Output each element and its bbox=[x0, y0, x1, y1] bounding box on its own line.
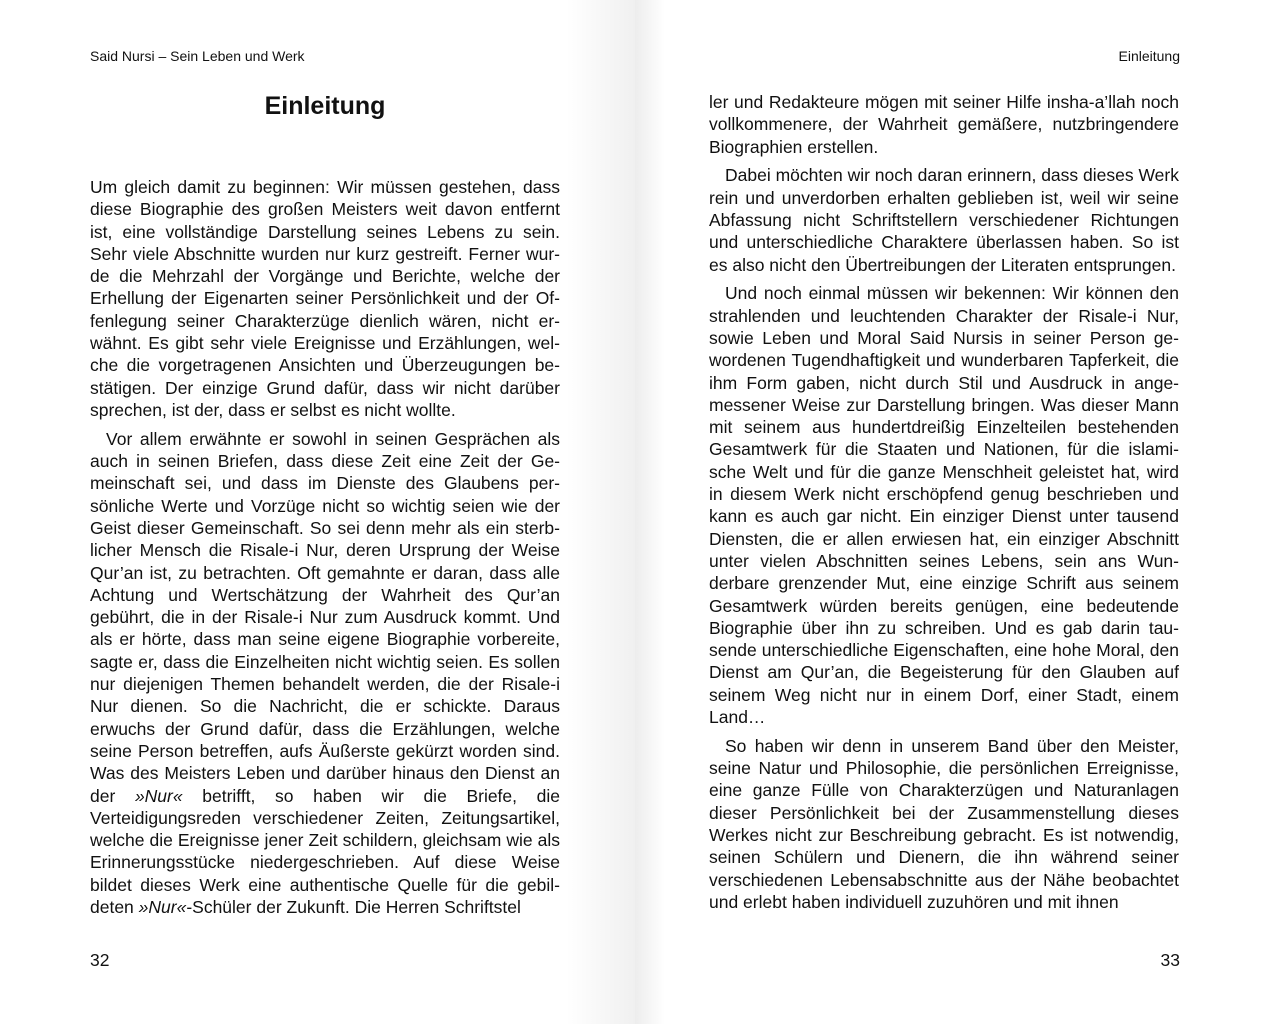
chapter-title: Einleitung bbox=[264, 92, 386, 120]
paragraph: Um gleich damit zu beginnen: Wir müssen gestehen, dass diese Biographie des großen Meisters weit davon entfernt ist, eine vollständige Darstellung seines Lebens zu sein. Sehr viele Abschnitte wurden nur kurz gestreift. Ferner wurde die Mehrzahl der Vorgänge und Berichte, welche der Erhellung der Eigenarten seiner Persönlichkeit und der Offenlegung seiner Charakterzüge dienlich wären, nicht erwähnt. Es gibt sehr viele Ereignisse und Erzählungen, welche die vorgetragenen Ansichten und Überzeugungen bestätigen. Der einzige Grund dafür, dass wir nicht darüber sprechen, ist der, dass er selbst es nicht wollte. bbox=[90, 177, 560, 420]
right-body-text bbox=[709, 91, 1179, 920]
paragraph: So haben wir denn in unserem Band über den Meister, seine Natur und Philosophie, die persönlichen Erreignisse, eine ganze Fülle von Charakterzügen und Naturanlagen dieser Persönlichkeit bei der Zusammenstellung dieses Werkes nicht zur Beschreibung gebracht. Es ist notwendig, seinen Schülern und Dienern, die ihn während seiner verschiedenen Lebensabschnitte aus der Nähe beobachtet und erlebt haben individuell zuzuhören und mit ihnen bbox=[709, 735, 1179, 912]
emphasis: »Nur« bbox=[134, 785, 183, 806]
running-head-left: Said Nursi – Sein Leben und Werk bbox=[90, 48, 305, 64]
text-run: -Schüler der Zukunft. Die Herren Schriftstel bbox=[186, 897, 521, 917]
page-number-left: 32 bbox=[90, 950, 110, 970]
text-run: betrifft, so haben wir die Briefe, die Verteidigungsreden verschiedener Zeiten, Zeitungsartikel, welche die Ereignisse jener Zeit schildern, gleichsam wie als Erinnerungsstücke niedergeschrieben. Auf diese Weise bildet dieses Werk eine authentische Quelle für die gebildeten bbox=[90, 785, 561, 917]
paragraph bbox=[90, 428, 560, 919]
page-number-right: 33 bbox=[1160, 950, 1180, 970]
running-head-right: Einleitung bbox=[1118, 48, 1180, 64]
paragraph: Und noch einmal müssen wir bekennen: Wir können den strahlenden und leuchtenden Charakter der Risale-i Nur, sowie Leben und Moral Said Nursis in seiner Person gewordenen Tugendhaftigkeit und wunderbaren Tapferkeit, die ihm Form gaben, nicht durch Stil und Ausdruck in angemessener Weise zur Darstellung bringen. Was dieser Mann mit seinem aus hundertdreißig Einzelteilen bestehenden Gesamtwerk für die Staaten und Nationen, für die islamische Welt und für die ganze Menschheit geleistet hat, wird in diesem Werk nicht erschöpfend genug beschrieben und kann es auch gar nicht. Ein einziger Dienst unter tausend Diensten, die er allen erwiesen hat, ein einziger Abschnitt unter vielen Abschnitten seines Lebens, sein ans Wunderbare grenzender Mut, eine einzige Schrift aus seinem Gesamtwerk würden bereits genügen, eine bedeutende Biographie über ihn zu schreiben. Und es gab darin tausende unterschiedliche Eigenschaften, eine hohe Moral, den Dienst am Qur’an, die Begeisterung für den Glauben auf seinem Weg nicht nur in einem Dorf, einer Stadt, einem Land… bbox=[709, 283, 1179, 728]
right-page bbox=[635, 0, 1270, 1024]
paragraph: Dabei möchten wir noch daran erinnern, dass dieses Werk rein und unverdorben erhalten geblieben ist, weil wir seine Abfassung nicht Schriftstellern verschiedener Richtungen und unterschiedliche Charaktere überlassen haben. So ist es also nicht den Übertreibungen der Literaten entsprungen. bbox=[709, 165, 1179, 275]
paragraph: ler und Redakteure mögen mit seiner Hilfe insha-a’llah noch vollkommenere, der Wahrheit gemäßere, nutzbringendere Biographien erstellen. bbox=[709, 92, 1179, 157]
text-run: Vor allem erwähnte er sowohl in seinen Gesprächen als auch in seinen Briefen, dass diese Zeit eine Zeit der Gemeinschaft sei, und dass im Dienste des Glaubens persönliche Werte und Vorzüge nicht so wichtig seien wie der Geist dieser Gemeinschaft. So sei denn mehr als ein sterblicher Mensch die Risale-i Nur, deren Ursprung der Weise Qur’an ist, zu betrachten. Oft gemahnte er daran, dass alle Achtung und Wertschätzung der Wahrheit des Qur’an gebührt, die in der Risale-i Nur zum Ausdruck kommt. Und als er hörte, dass man seine eigene Biographie vorbereite, sagte er, dass die Einzelheiten nicht wichtig seien. Es sollen nur diejenigen Themen behandelt werden, die der Risale-i Nur dienen. So die Nachricht, die er schickte. Daraus erwuchs der Grund dafür, dass die Erzählungen, welche seine Person betreffen, aufs Äußerste gekürzt worden sind. Was des Meisters Leben und darüber hinaus den Dienst an der bbox=[90, 428, 560, 806]
emphasis: »Nur« bbox=[138, 897, 187, 917]
left-body-text bbox=[90, 176, 560, 925]
